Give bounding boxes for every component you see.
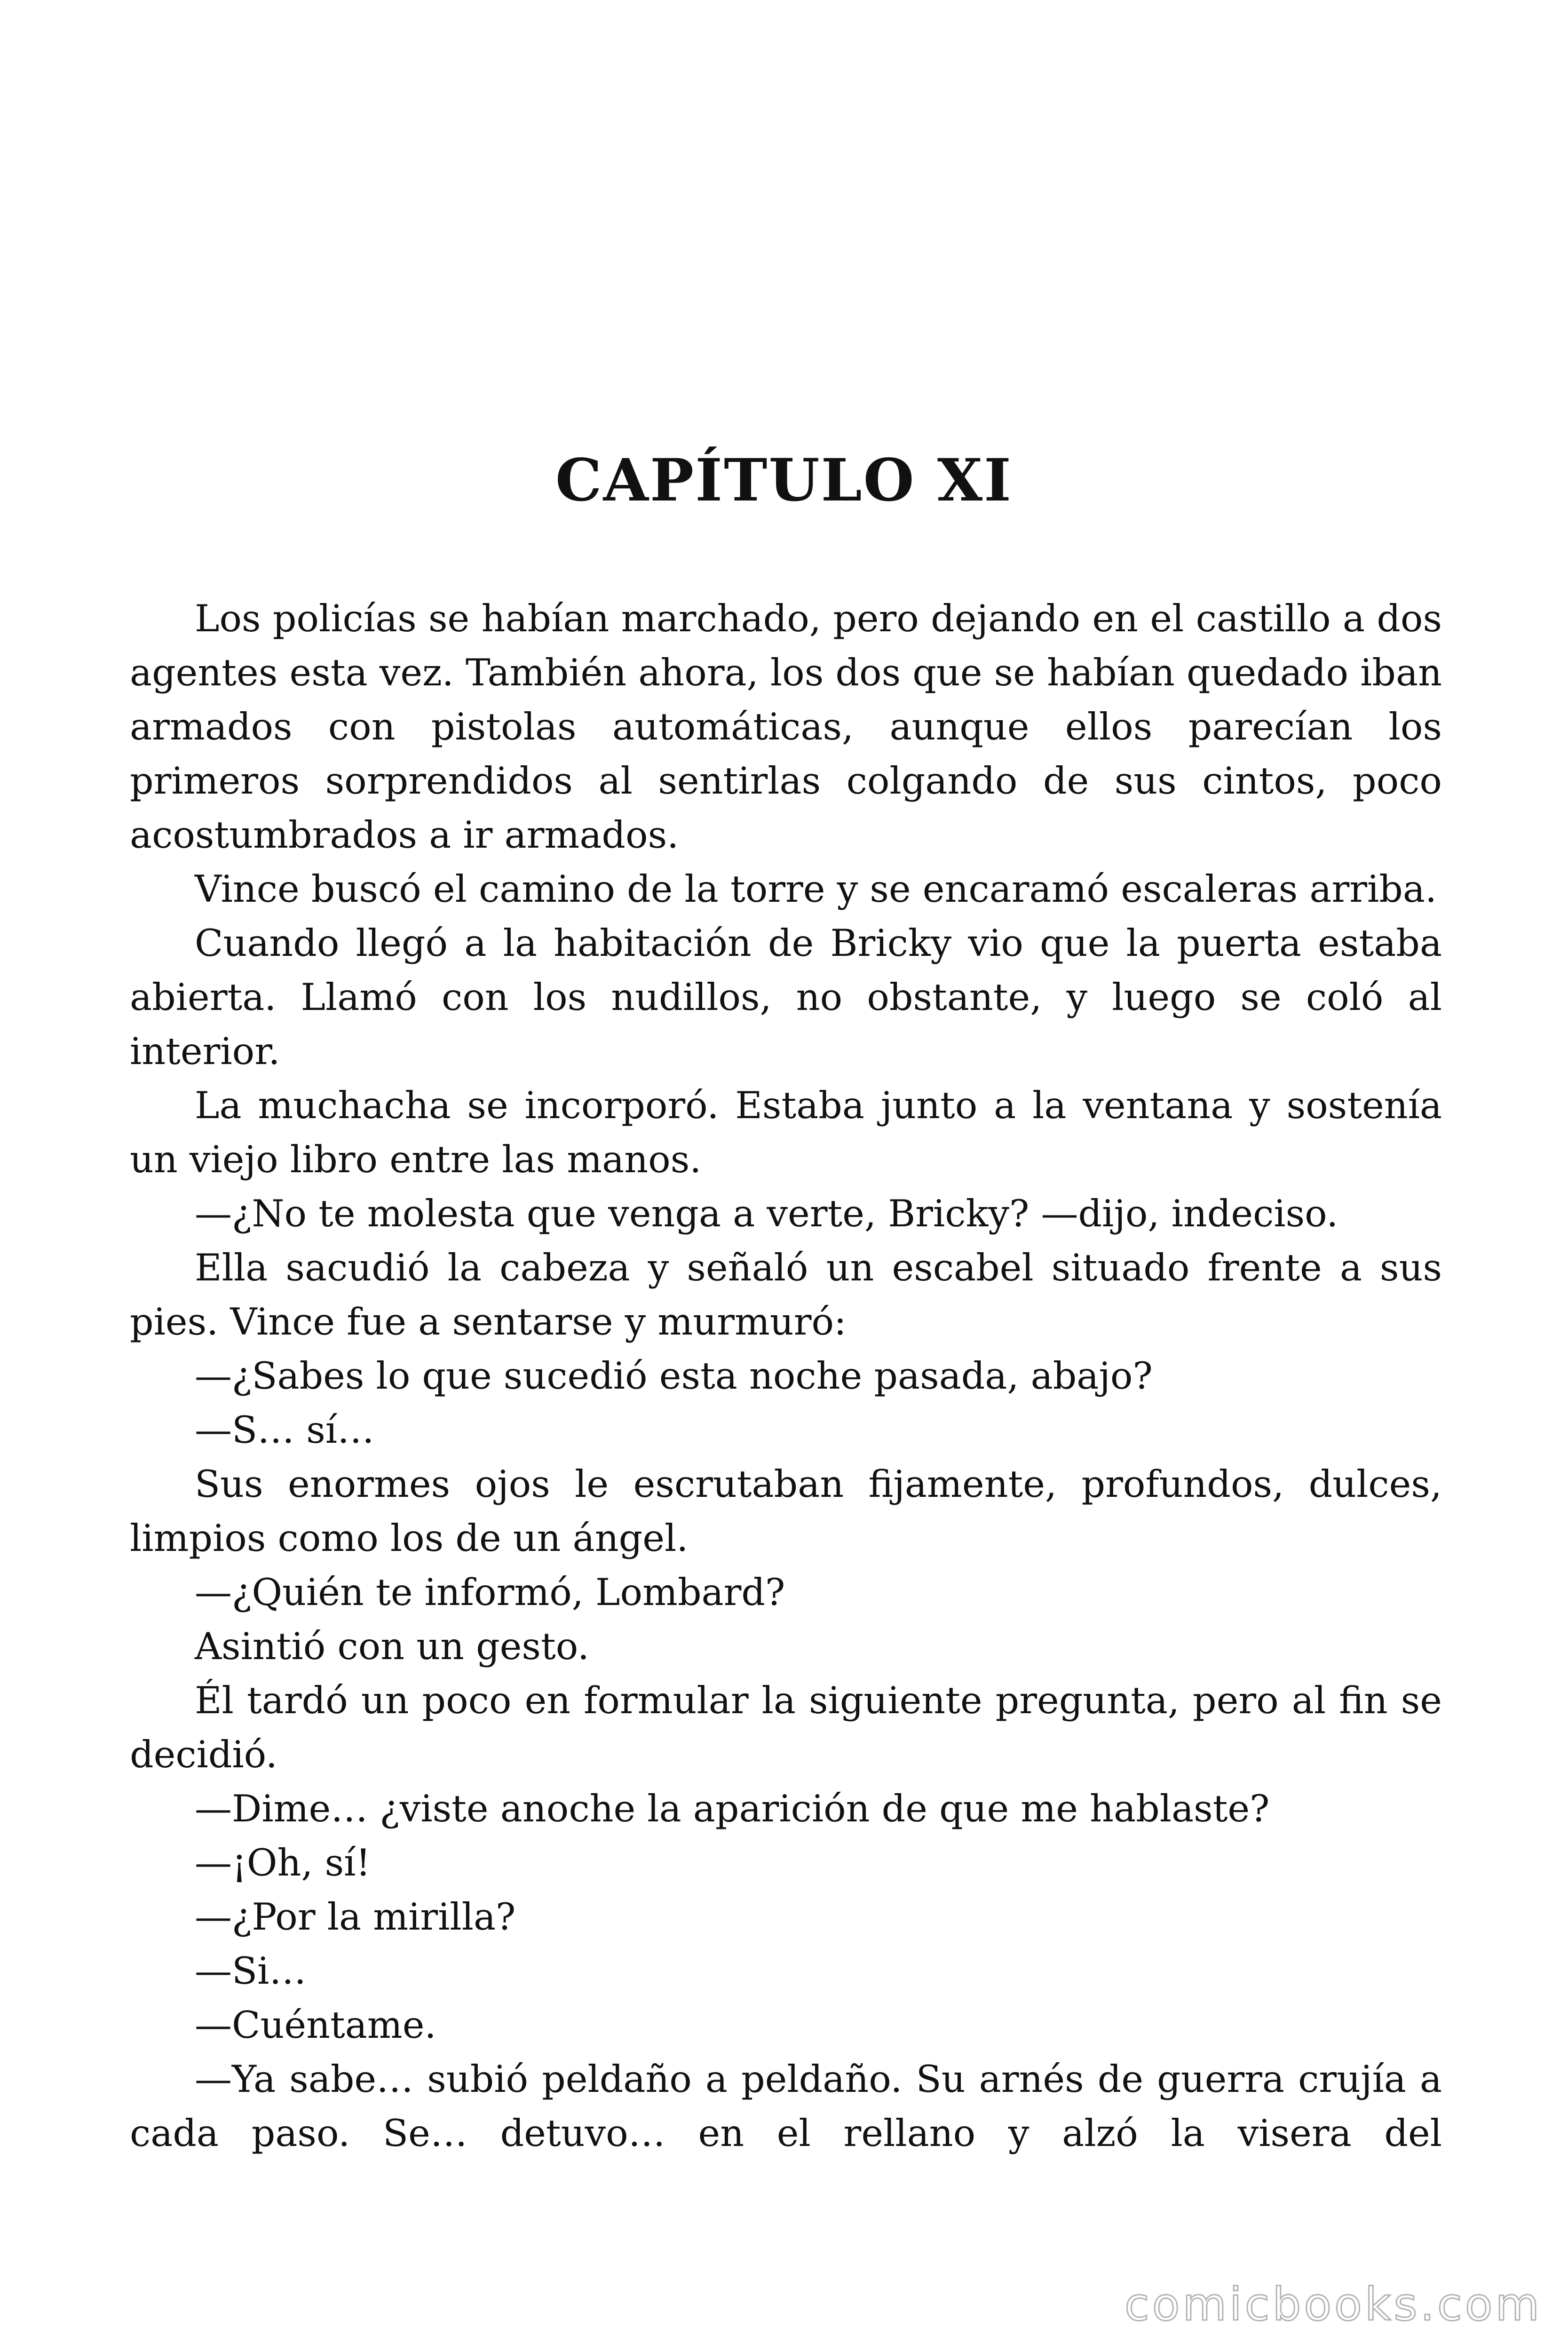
paragraph: Asintió con un gesto. — [195, 1625, 589, 1668]
dialogue-line: —¿Quién te informó, Lombard? — [195, 1571, 785, 1614]
paragraph: Ella sacudió la cabeza y señaló un escabel situado frente a sus pies. Vince fue a sentarse y murmuró: — [130, 1246, 1442, 1343]
paragraph: Cuando llegó a la habitación de Bricky vio que la puerta estaba abierta. Llamó con los nudillos, no obstante, y luego se coló al interior. — [130, 922, 1442, 1073]
chapter-body — [130, 592, 1442, 2161]
paragraph: Él tardó un poco en formular la siguiente pregunta, pero al fin se decidió. — [130, 1679, 1442, 1776]
paragraph: La muchacha se incorporó. Estaba junto a la ventana y sostenía un viejo libro entre las manos. — [130, 1084, 1442, 1181]
dialogue-line: —Dime… ¿viste anoche la aparición de que me hablaste? — [195, 1787, 1270, 1830]
paragraph: Sus enormes ojos le escrutaban fijamente, profundos, dulces, limpios como los de un ángel. — [130, 1462, 1442, 1560]
paragraph: Los policías se habían marchado, pero dejando en el castillo a dos agentes esta vez. También ahora, los dos que se habían quedado iban armados con pistolas automáticas, aunque ellos parecían los primeros sorprendidos al sentirlas colgando de sus cintos, poco acostumbrados a ir armados. — [130, 597, 1442, 857]
dialogue-line: —Cuéntame. — [195, 2003, 436, 2047]
dialogue-line: —¿Por la mirilla? — [195, 1895, 516, 1939]
dialogue-line: —Ya sabe… subió peldaño a peldaño. Su arnés de guerra crujía a cada paso. Se… detuvo… en el rellano y alzó la visera del — [130, 2058, 1442, 2155]
dialogue-line: —S… sí… — [195, 1408, 375, 1452]
chapter-title: CAPÍTULO XI — [555, 446, 1013, 515]
paragraph: Vince buscó el camino de la torre y se encaramó escaleras arriba. — [195, 867, 1437, 911]
dialogue-line: —¿Sabes lo que sucedió esta noche pasada, abajo? — [195, 1354, 1153, 1398]
dialogue-line: —Si… — [195, 1949, 307, 1993]
dialogue-line: —¿No te molesta que venga a verte, Bricky? —dijo, indeciso. — [195, 1192, 1338, 1235]
watermark: comicbooks.com — [1124, 2278, 1542, 2331]
dialogue-line: —¡Oh, sí! — [195, 1841, 371, 1884]
